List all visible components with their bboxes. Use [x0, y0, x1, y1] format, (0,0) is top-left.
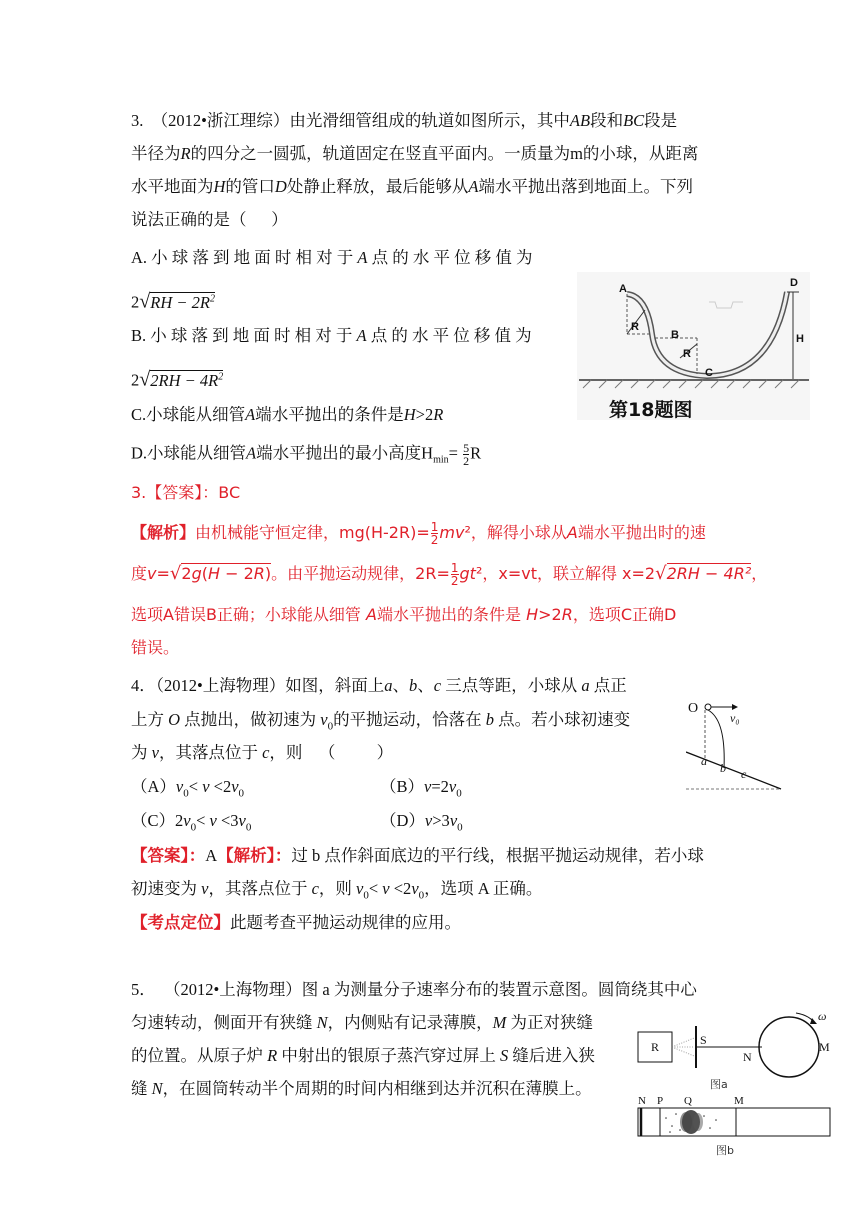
q3-option-a-formula: $2√RH - 2R^2$: [131, 290, 215, 313]
q3-explanation-3: 选项A错误B正确；小球能从细管 A端水平抛出的条件是 H>2R，选项C正确D: [131, 605, 677, 624]
q4-label-v0: v₀: [730, 711, 740, 725]
q4-option-b: $(B)v=2v_0$: [380, 777, 462, 800]
q5-line-2: 匀速转动，侧面开有狭缝 N，内侧贴有记录薄膜，M 为正对狭缝: [131, 1013, 594, 1032]
q4-label-b: b: [720, 761, 726, 775]
q4-point: 【考点定位】此题考查平抛运动规律的应用。: [131, 913, 461, 932]
q3-option-d: D.小球能从细管A端水平抛出的最小高度$H_{min}=$ $\frac{5}{2}$ R: [131, 441, 482, 468]
q5a-label-n: N: [743, 1050, 752, 1064]
q4-line-3: 为 v，其落点位于 c，则 （ ）: [131, 743, 394, 762]
q4-line-2: 上方 O 点抛出，做初速为 $v_0$的平抛运动，恰落在 b 点。若小球初速变: [131, 710, 631, 733]
q3-line-4: 说法正确的是（ ）: [131, 210, 288, 229]
q5a-label-r: R: [651, 1040, 660, 1054]
q4-label-o: O: [688, 701, 699, 716]
q3-option-a: A. 小 球 落 到 地 面 时 相 对 于 A 点 的 水 平 位 移 值 为: [131, 248, 533, 267]
q5b-caption: 图b: [716, 1144, 734, 1157]
q4-line-1: 4．（2012•上海物理）如图，斜面上a、b、c 三点等距，小球从 a 点正: [131, 676, 627, 695]
q3-figure-caption: 第18题图: [609, 399, 693, 420]
q3-label-b: B: [671, 329, 679, 341]
q3-label-d: D: [790, 277, 798, 289]
q4-option-a: $(A)v_0< v <2v_0$: [131, 777, 245, 800]
q4-option-d: $(D)v>3v_0$: [380, 811, 463, 834]
q3-label-r2: R: [683, 348, 691, 360]
q4-answer-2: 初速变为 v，其落点位于 c，则 $v_0< v <2v_0$，选项 A 正确。: [131, 879, 543, 902]
q3-explanation-1: 【解析】由机械能守恒定律，mg(H-2R)= $\frac{1}{2}$ mv²，解得小球从A端水平抛出时的速: [131, 520, 706, 547]
q3-explanation-4: 错误。: [131, 638, 180, 657]
q5b-label-n: N: [638, 1095, 646, 1107]
q3-label-a: A: [619, 283, 627, 295]
q5a-label-s: S: [700, 1033, 707, 1047]
q3-option-c: C.小球能从细管A端水平抛出的条件是H>2R: [131, 405, 444, 424]
q3-label-r1: R: [631, 321, 639, 333]
q4-label-a: a: [701, 754, 707, 768]
q5b-label-p: P: [657, 1095, 664, 1107]
q5-figure-a: [636, 1010, 836, 1092]
q4-answer-1: 【答案】：A【解析】：过 b 点作斜面底边的平行线，根据平抛运动规律，若小球: [131, 846, 704, 865]
q5-line-4: 缝 N，在圆筒转动半个周期的时间内相继到达并沉积在薄膜上。: [131, 1079, 592, 1098]
q3-option-b: B. 小 球 落 到 地 面 时 相 对 于 A 点 的 水 平 位 移 值 为: [131, 326, 532, 345]
q3-answer: 3.【答案】：BC: [131, 483, 241, 502]
q3-line-2: 半径为R的四分之一圆弧，轨道固定在竖直平面内。一质量为m的小球，从距离: [131, 144, 699, 163]
q3-option-b-formula: $2√2RH - 4R^2$: [131, 368, 224, 391]
q5-figure-b: [636, 1094, 836, 1158]
q5b-label-m: M: [734, 1095, 744, 1107]
q3-line-1: 3. （2012•浙江理综）由光滑细管组成的轨道如图所示，其中AB段和BC段是: [131, 111, 678, 130]
q3-line-3: 水平地面为H的管口D处静止释放，最后能够从A端水平抛出落到地面上。下列: [131, 177, 693, 196]
q5a-label-omega: ω: [818, 1010, 827, 1023]
q4-slope-figure: [686, 690, 786, 792]
q3-label-h: H: [796, 333, 804, 345]
q5b-label-q: Q: [684, 1095, 692, 1107]
q4-label-c: c: [741, 767, 747, 781]
q5-line-1: 5． （2012•上海物理）图 a 为测量分子速率分布的装置示意图。圆筒绕其中心: [131, 980, 697, 999]
q5-line-3: 的位置。从原子炉 R 中射出的银原子蒸汽穿过屏上 S 缝后进入狭: [131, 1046, 595, 1065]
q5a-caption: 图a: [710, 1078, 728, 1091]
q5a-label-m: M: [819, 1040, 830, 1054]
q3-track-figure: [577, 272, 810, 420]
q4-option-c: $(C)2v_0< v <3v_0$: [131, 811, 252, 834]
q3-label-c: C: [705, 367, 713, 379]
q3-explanation-2: 度v=√2g(H − 2R)。由平抛运动规律，2R= $\frac{1}{2}$ gt²，x=vt，联立解得 x=2√2RH − 4R²，: [131, 561, 768, 588]
